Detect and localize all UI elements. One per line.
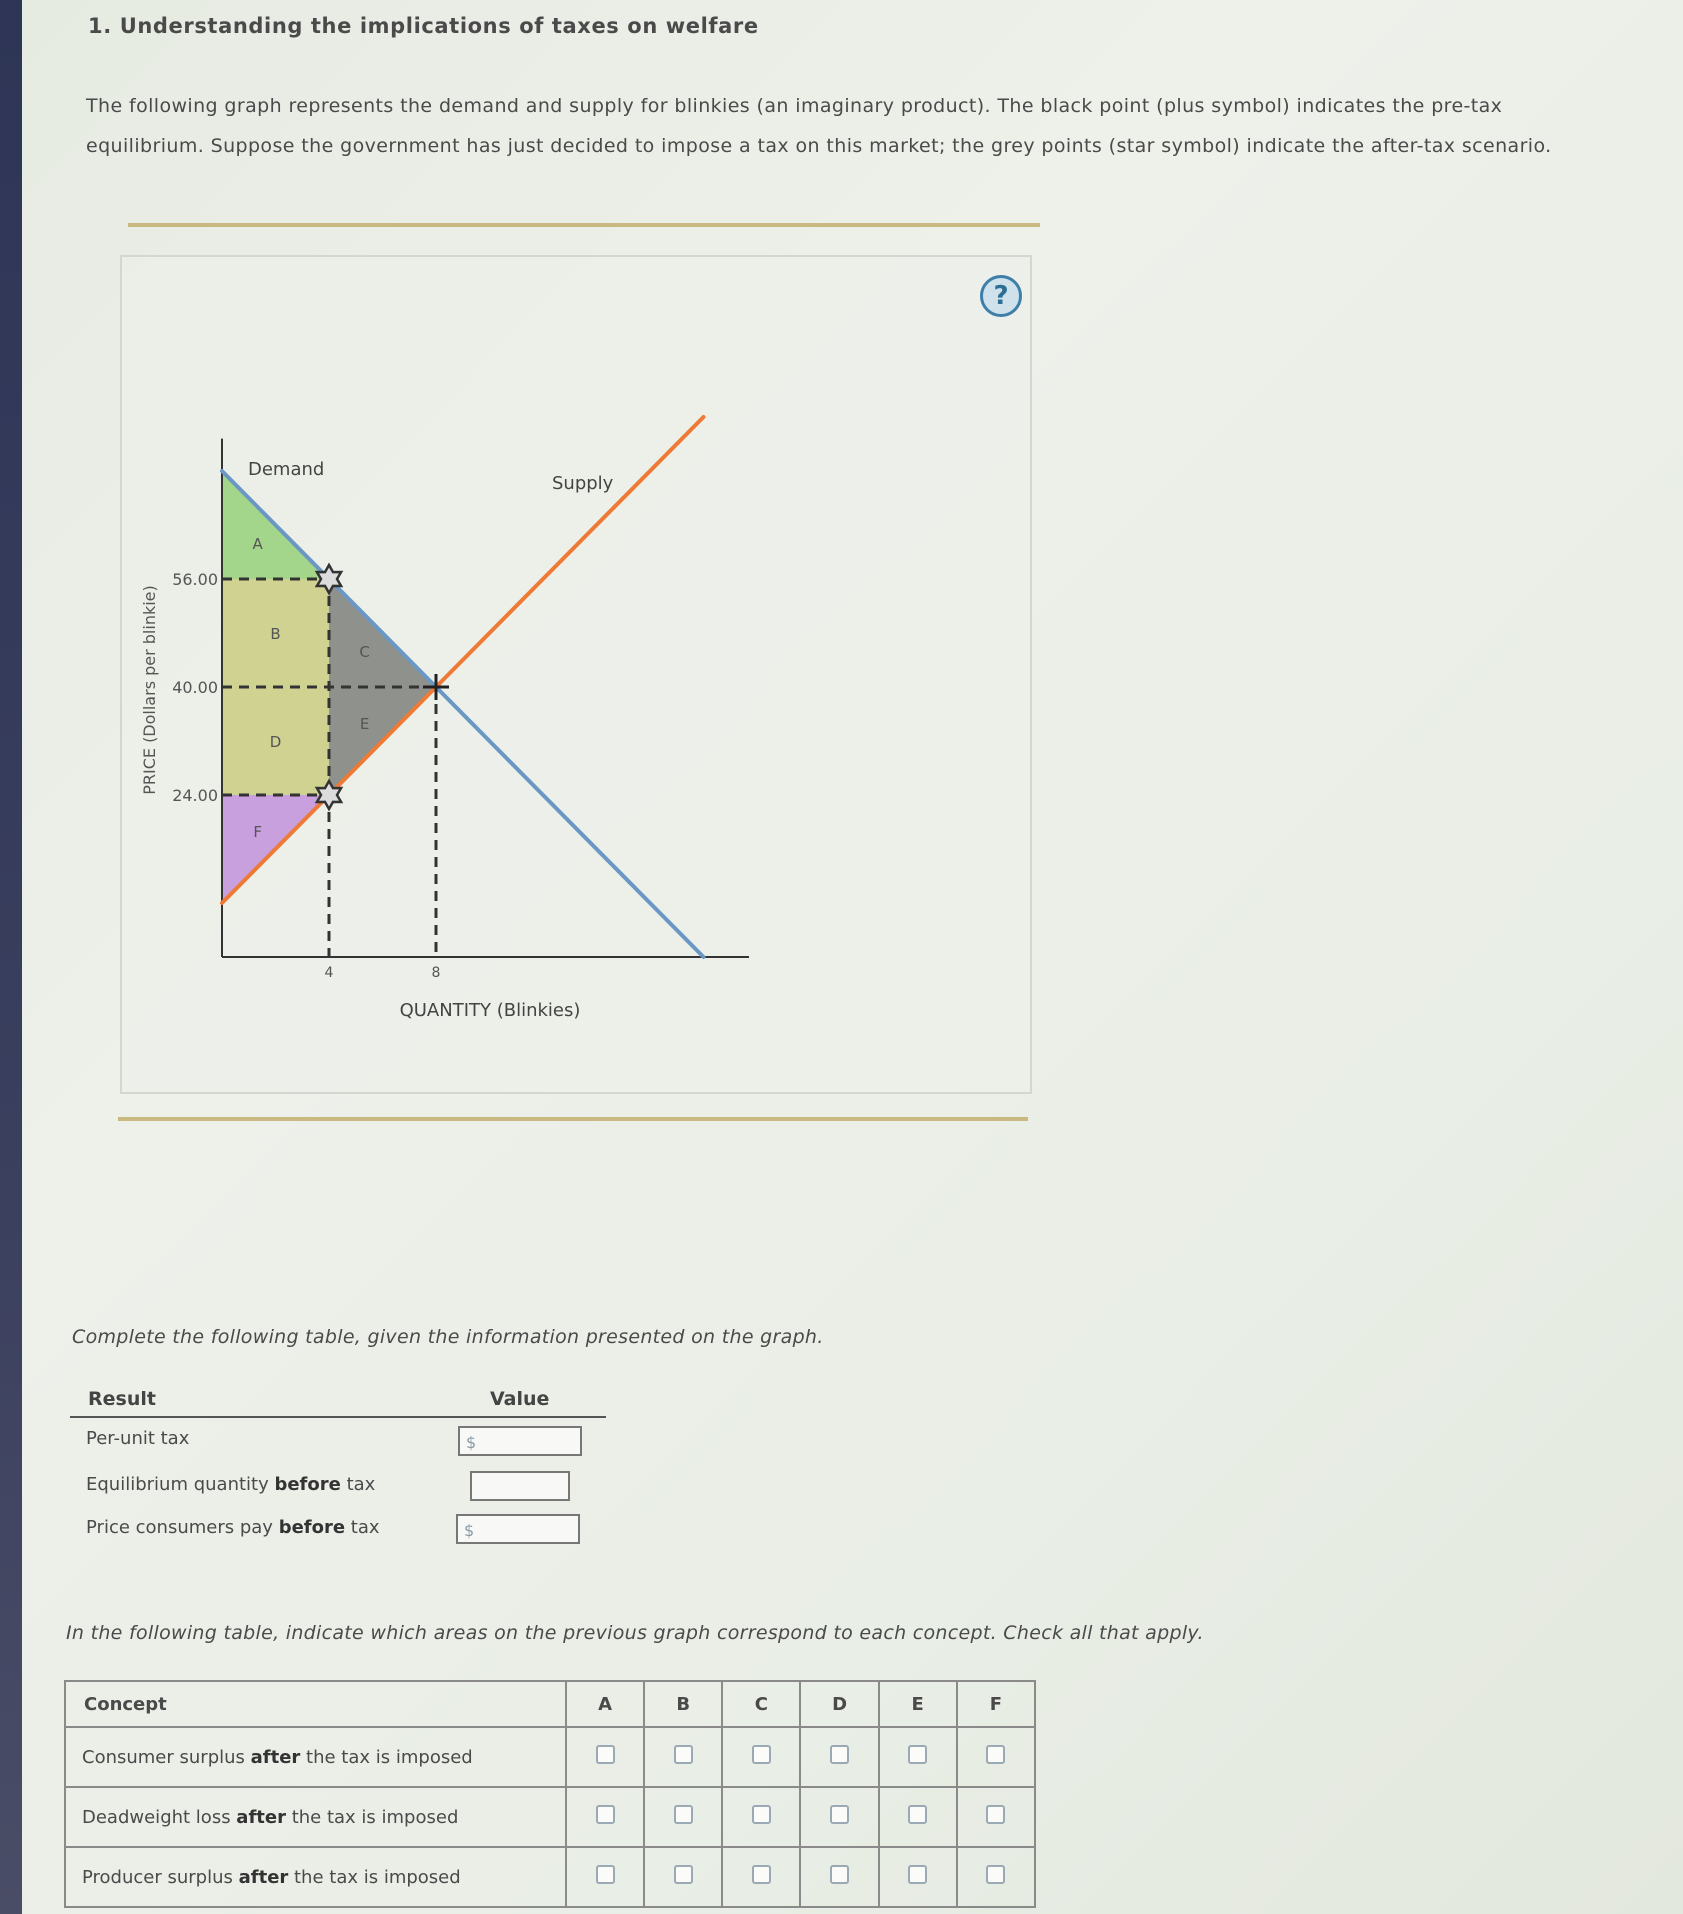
- checkbox-cell: [957, 1847, 1035, 1907]
- y-tick-label: 56.00: [172, 570, 218, 589]
- area-d-checkbox[interactable]: [830, 1745, 849, 1764]
- bottom-divider: [118, 1117, 1028, 1121]
- area-column-header: D: [800, 1681, 878, 1727]
- checkbox-cell: [800, 1787, 878, 1847]
- area-b-checkbox[interactable]: [674, 1745, 693, 1764]
- area-e-checkbox[interactable]: [908, 1865, 927, 1884]
- area-column-header: B: [644, 1681, 722, 1727]
- area-d-checkbox[interactable]: [830, 1805, 849, 1824]
- help-icon[interactable]: ?: [980, 275, 1022, 317]
- area-column-header: A: [566, 1681, 644, 1727]
- checkbox-cell: [566, 1787, 644, 1847]
- x-axis-title: QUANTITY (Blinkies): [399, 1000, 581, 1021]
- checkbox-cell: [722, 1847, 800, 1907]
- area-column-header: F: [957, 1681, 1035, 1727]
- concept-row: [65, 1847, 1035, 1907]
- concept-table-instruction: In the following table, indicate which areas on the previous graph correspond to each concept. Check all that apply.: [66, 1622, 1204, 1644]
- checkbox-cell: [722, 1787, 800, 1847]
- concept-label: Producer surplus after the tax is imposed: [65, 1847, 566, 1907]
- result-table-instruction: Complete the following table, given the information presented on the graph.: [72, 1326, 824, 1348]
- area-c-checkbox[interactable]: [752, 1745, 771, 1764]
- checkbox-cell: [566, 1847, 644, 1907]
- y-axis-title: PRICE (Dollars per blinkie): [140, 585, 159, 795]
- checkbox-cell: [800, 1847, 878, 1907]
- area-e-checkbox[interactable]: [908, 1805, 927, 1824]
- result-column-header: Result: [88, 1388, 156, 1410]
- checkbox-cell: [879, 1847, 957, 1907]
- checkbox-cell: [957, 1727, 1035, 1787]
- result-row-label: Equilibrium quantity before tax: [86, 1474, 376, 1495]
- question-intro: The following graph represents the demand and supply for blinkies (an imaginary product). The black point (plus symbol) indicates the pre-tax equilibrium. Suppose the government has just decided to impose a tax on this market; the grey points (star symbol) indicate the after-tax scenario.: [86, 95, 1552, 157]
- result-row-label: Price consumers pay before tax: [86, 1517, 380, 1538]
- y-tick-label: 24.00: [172, 786, 218, 805]
- supply-label: Supply: [552, 473, 614, 494]
- consumer-price-input[interactable]: $: [456, 1514, 580, 1544]
- per-unit-tax-input[interactable]: $: [458, 1426, 582, 1456]
- area-b-checkbox[interactable]: [674, 1805, 693, 1824]
- concept-table: [64, 1680, 1036, 1908]
- area-label-c: C: [359, 643, 370, 661]
- checkbox-cell: [644, 1727, 722, 1787]
- equilibrium-quantity-input[interactable]: [470, 1471, 570, 1501]
- area-column-header: E: [879, 1681, 957, 1727]
- area-a-checkbox[interactable]: [596, 1805, 615, 1824]
- area-a-checkbox[interactable]: [596, 1745, 615, 1764]
- area-label-f: F: [253, 823, 262, 841]
- checkbox-cell: [644, 1787, 722, 1847]
- area-a-checkbox[interactable]: [596, 1865, 615, 1884]
- area-f-checkbox[interactable]: [986, 1805, 1005, 1824]
- result-row-label: Per-unit tax: [86, 1428, 190, 1449]
- demand-label: Demand: [248, 459, 325, 480]
- question-heading: 1. Understanding the implications of taxes on welfare: [88, 14, 759, 38]
- concept-row: [65, 1727, 1035, 1787]
- checkbox-cell: [722, 1727, 800, 1787]
- checkbox-cell: [879, 1727, 957, 1787]
- area-b-checkbox[interactable]: [674, 1865, 693, 1884]
- y-tick-label: 40.00: [172, 678, 218, 697]
- area-label-a: A: [252, 535, 263, 553]
- area-label-e: E: [359, 715, 370, 733]
- x-tick-label: 8: [431, 965, 441, 981]
- area-label-b: B: [270, 625, 281, 643]
- area-label-d: D: [269, 733, 282, 751]
- checkbox-cell: [957, 1787, 1035, 1847]
- x-tick-label: 4: [324, 965, 334, 981]
- concept-table-header: [65, 1681, 1035, 1727]
- area-c-checkbox[interactable]: [752, 1805, 771, 1824]
- area-c-checkbox[interactable]: [752, 1865, 771, 1884]
- concept-column-header: Concept: [65, 1681, 566, 1727]
- checkbox-cell: [879, 1787, 957, 1847]
- checkbox-cell: [566, 1727, 644, 1787]
- result-table-header-rule: [70, 1416, 606, 1418]
- concept-row: [65, 1787, 1035, 1847]
- value-column-header: Value: [490, 1388, 550, 1410]
- area-f-checkbox[interactable]: [986, 1745, 1005, 1764]
- checkbox-cell: [800, 1727, 878, 1787]
- area-d-checkbox[interactable]: [830, 1865, 849, 1884]
- area-e-checkbox[interactable]: [908, 1745, 927, 1764]
- area-column-header: C: [722, 1681, 800, 1727]
- checkbox-cell: [644, 1847, 722, 1907]
- concept-label: Consumer surplus after the tax is imposed: [65, 1727, 566, 1787]
- concept-label: Deadweight loss after the tax is imposed: [65, 1787, 566, 1847]
- area-f-checkbox[interactable]: [986, 1865, 1005, 1884]
